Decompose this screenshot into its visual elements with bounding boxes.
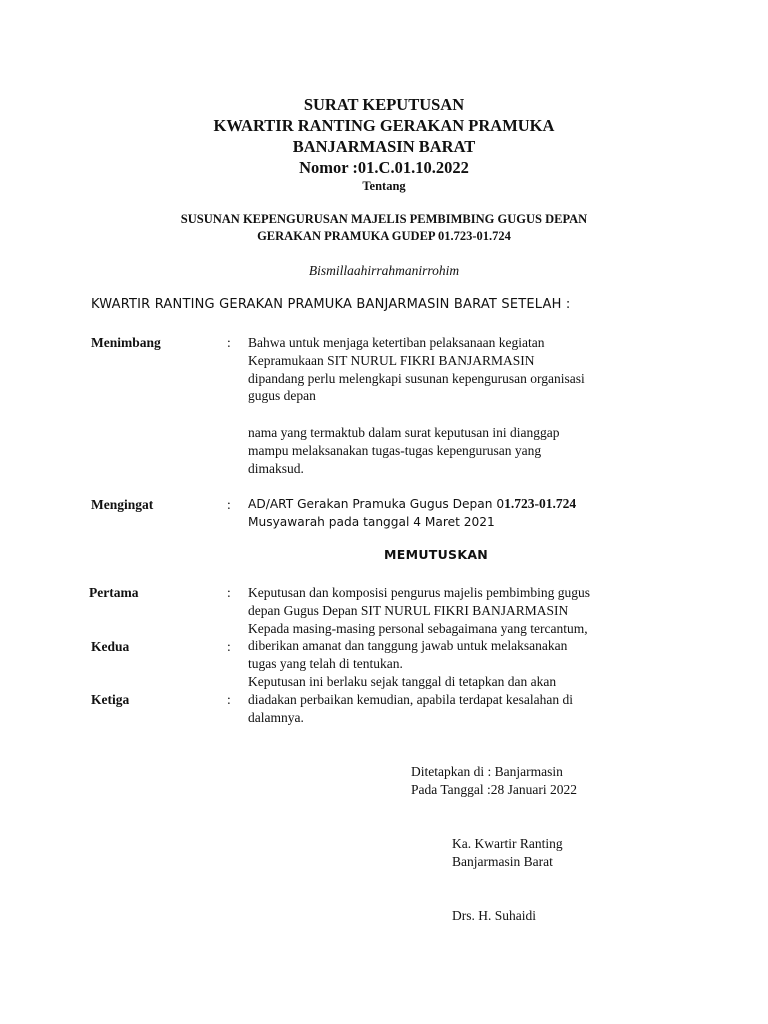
mengingat-label: Mengingat xyxy=(91,497,154,512)
decree-number: Nomor :01.C.01.10.2022 xyxy=(299,158,469,177)
about-label: Tentang xyxy=(362,179,406,193)
text-line: diberikan amanat dan tanggung jawab untuk melaksanakan xyxy=(248,638,568,654)
issued-date: Pada Tanggal :28 Januari 2022 xyxy=(411,782,578,797)
subject-line-1: SUSUNAN KEPENGURUSAN MAJELIS PEMBIMBING GUGUS DEPAN xyxy=(180,212,588,226)
text-line: Keputusan dan komposisi pengurus majelis pembimbing gugus xyxy=(248,585,590,600)
pertama-colon: : xyxy=(227,585,231,600)
kedua-label: Kedua xyxy=(91,639,130,654)
mengingat-colon: : xyxy=(227,497,231,512)
text-line: mampu melaksanakan tugas-tugas kepengurusan yang xyxy=(248,442,542,458)
text-line: Kepada masing-masing personal sebagaimana yang tercantum, xyxy=(248,620,588,636)
text-line: diadakan perbaikan kemudian, apabila terdapat kesalahan di xyxy=(248,691,573,707)
menimbang-paragraph-2 xyxy=(248,424,560,477)
signatory-title-2: Banjarmasin Barat xyxy=(452,854,553,869)
title-line-3: BANJARMASIN BARAT xyxy=(292,137,476,156)
basmalah: Bismillaahirrahmanirrohim xyxy=(308,263,460,278)
mengingat-line-1-prefix: AD/ART Gerakan Pramuka Gugus Depan 0 xyxy=(248,497,505,511)
text-line: Kepramukaan SIT NURUL FIKRI BANJARMASIN xyxy=(248,352,535,368)
title-line-2: KWARTIR RANTING GERAKAN PRAMUKA xyxy=(213,116,555,135)
mengingat-text xyxy=(248,495,576,532)
text-line: tugas yang telah di tentukan. xyxy=(248,656,403,672)
text-line: depan Gugus Depan SIT NURUL FIKRI BANJARMASIN xyxy=(248,602,569,618)
text-line: Bahwa untuk menjaga ketertiban pelaksanaan kegiatan xyxy=(248,335,545,350)
signatory-name: Drs. H. Suhaidi xyxy=(452,908,536,923)
text-line: Keputusan ini berlaku sejak tanggal di tetapkan dan akan xyxy=(248,673,557,689)
kedua-colon: : xyxy=(227,639,231,654)
text-line: dipandang perlu melengkapi susunan kepengurusan organisasi xyxy=(248,370,585,386)
text-line: dimaksud. xyxy=(248,460,304,476)
text-line: nama yang termaktub dalam surat keputusan ini dianggap xyxy=(248,425,560,440)
memutuskan-heading: MEMUTUSKAN xyxy=(384,547,489,562)
menimbang-paragraph-1 xyxy=(248,334,585,405)
menimbang-colon: : xyxy=(227,335,231,350)
title-line-1: SURAT KEPUTUSAN xyxy=(303,95,465,114)
ketiga-label: Ketiga xyxy=(91,692,130,707)
text-line: Musyawarah pada tanggal 4 Maret 2021 xyxy=(248,514,495,529)
subject-line-2: GERAKAN PRAMUKA GUDEP 01.723-01.724 xyxy=(257,229,511,243)
text-line xyxy=(248,495,576,514)
ketiga-colon: : xyxy=(227,692,231,707)
decision-text xyxy=(248,584,590,726)
mengingat-line-1-bold: 1.723-01.724 xyxy=(504,496,577,511)
signatory-title-1: Ka. Kwartir Ranting xyxy=(452,836,563,851)
lead-statement: KWARTIR RANTING GERAKAN PRAMUKA BANJARMASIN BARAT SETELAH : xyxy=(91,297,571,312)
issued-place: Ditetapkan di : Banjarmasin xyxy=(411,764,563,779)
menimbang-label: Menimbang xyxy=(91,335,161,350)
pertama-label: Pertama xyxy=(89,585,139,600)
text-line: dalamnya. xyxy=(248,709,304,725)
text-line: gugus depan xyxy=(248,388,316,404)
